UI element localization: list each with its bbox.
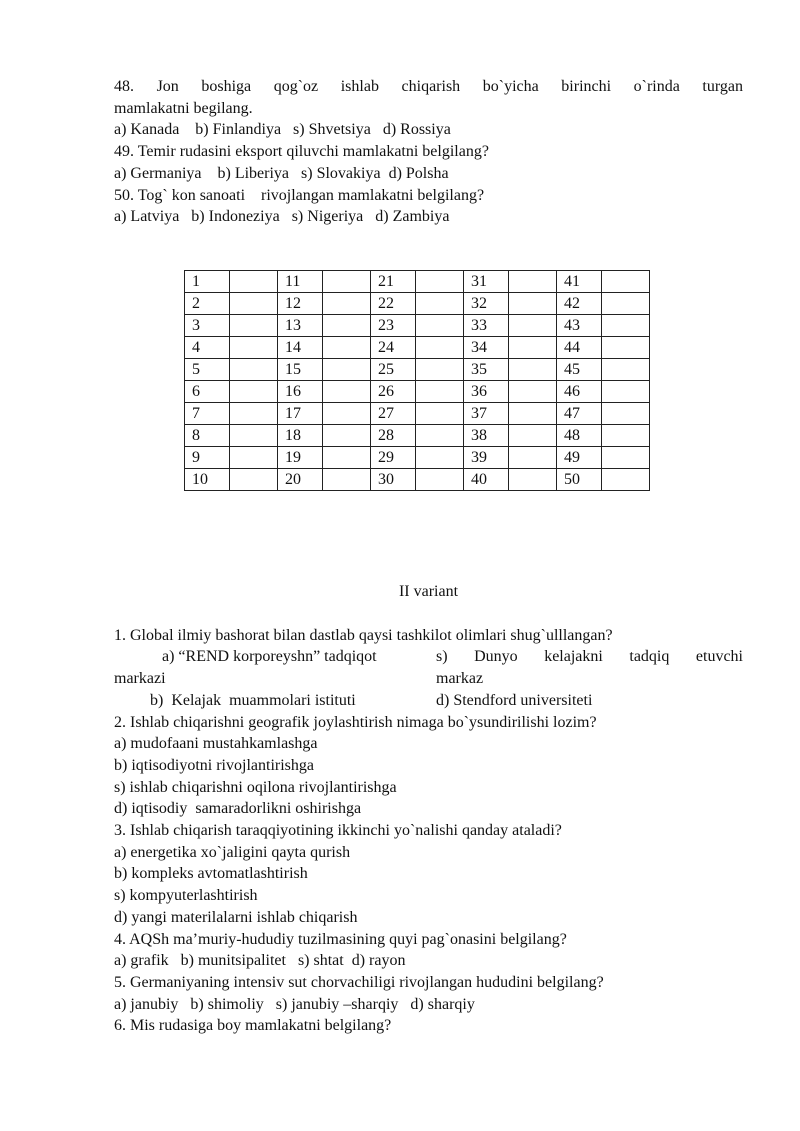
answer-number-cell: 9 [185,447,230,469]
answer-number-cell: 42 [557,293,602,315]
answer-blank-cell[interactable] [602,403,650,425]
answer-number-cell: 46 [557,381,602,403]
variant-title: II variant [398,583,459,600]
q1-option-b: b) Kelajak muammolari istituti [150,691,356,709]
answer-blank-cell[interactable] [230,381,278,403]
page-content [114,76,743,228]
q1-option-s-line1: s) Dunyo kelajakni tadqiq etuvchi [436,648,743,666]
answer-blank-cell[interactable] [416,337,464,359]
answer-number-cell: 11 [278,271,323,293]
q1-option-a-line1: a) “REND korporeyshn” tadqiqot [162,648,377,666]
answer-blank-cell[interactable] [230,447,278,469]
answer-blank-cell[interactable] [230,293,278,315]
answer-blank-cell[interactable] [602,469,650,491]
answer-number-cell: 19 [278,447,323,469]
answer-number-cell: 15 [278,359,323,381]
answer-number-cell: 7 [185,403,230,425]
question-1: 1. Global ilmiy bashorat bilan dastlab qaysi tashkilot olimlari shug`ulllangan? [114,626,613,644]
answer-number-cell: 37 [464,403,509,425]
answer-number-cell: 48 [557,425,602,447]
question-50: 50. Tog` kon sanoati rivojlangan mamlakatni belgilang? [114,186,485,204]
answer-number-cell: 17 [278,403,323,425]
answer-blank-cell[interactable] [509,359,557,381]
answer-number-cell: 33 [464,315,509,337]
answer-number-cell: 21 [371,271,416,293]
answer-number-cell: 16 [278,381,323,403]
answer-number-cell: 39 [464,447,509,469]
q1-option-d: d) Stendford universiteti [436,691,593,709]
answer-number-cell: 27 [371,403,416,425]
answer-blank-cell[interactable] [323,403,371,425]
answer-blank-cell[interactable] [323,469,371,491]
q1-option-s-line2: markaz [436,670,484,688]
variant-2-content [114,581,743,1037]
answer-number-cell: 1 [185,271,230,293]
answer-number-cell: 18 [278,425,323,447]
answer-number-cell: 40 [464,469,509,491]
answer-blank-cell[interactable] [509,315,557,337]
answer-number-cell: 6 [185,381,230,403]
answer-blank-cell[interactable] [509,381,557,403]
answer-number-cell: 44 [557,337,602,359]
answer-blank-cell[interactable] [602,447,650,469]
answer-blank-cell[interactable] [509,469,557,491]
q3-option-s: s) kompyuterlashtirish [114,887,258,905]
answer-number-cell: 23 [371,315,416,337]
answer-row [185,271,650,293]
answer-number-cell: 30 [371,469,416,491]
answer-blank-cell[interactable] [323,359,371,381]
question-3: 3. Ishlab chiqarish taraqqiyotining ikkinchi yo`nalishi qanday ataladi? [114,822,562,840]
answer-grid [184,270,650,491]
answer-number-cell: 22 [371,293,416,315]
q3-option-b: b) kompleks avtomatlashtirish [114,865,308,883]
answer-number-cell: 28 [371,425,416,447]
answer-number-cell: 8 [185,425,230,447]
answer-number-cell: 38 [464,425,509,447]
answer-blank-cell[interactable] [602,359,650,381]
answer-blank-cell[interactable] [323,425,371,447]
answer-number-cell: 4 [185,337,230,359]
answer-row [185,425,650,447]
answer-blank-cell[interactable] [416,381,464,403]
question-4: 4. AQSh ma’muriy-hududiy tuzilmasining quyi pag`onasini belgilang? [114,930,567,948]
answer-row [185,403,650,425]
answer-number-cell: 20 [278,469,323,491]
question-49: 49. Temir rudasini eksport qiluvchi mamlakatni belgilang? [114,143,489,161]
answer-row [185,381,650,403]
answer-number-cell: 29 [371,447,416,469]
question-6: 6. Mis rudasiga boy mamlakatni belgilang? [114,1017,392,1035]
answer-blank-cell[interactable] [416,425,464,447]
answer-blank-cell[interactable] [323,271,371,293]
question-5: 5. Germaniyaning intensiv sut chorvachiligi rivojlangan hududini belgilang? [114,973,604,991]
answer-number-cell: 41 [557,271,602,293]
answer-number-cell: 5 [185,359,230,381]
answer-number-cell: 26 [371,381,416,403]
answer-blank-cell[interactable] [416,469,464,491]
answer-number-cell: 10 [185,469,230,491]
answer-row [185,469,650,491]
answer-blank-cell[interactable] [416,315,464,337]
answer-blank-cell[interactable] [230,403,278,425]
answer-number-cell: 47 [557,403,602,425]
answer-row [185,359,650,381]
question-48-line2: mamlakatni begilang. [114,99,253,117]
answer-blank-cell[interactable] [509,447,557,469]
answer-blank-cell[interactable] [323,381,371,403]
answer-blank-cell[interactable] [230,337,278,359]
answer-blank-cell[interactable] [602,293,650,315]
answer-blank-cell[interactable] [509,425,557,447]
question-48-line1: 48. Jon boshiga qog`oz ishlab chiqarish bo`yicha birinchi o`rinda turgan [114,78,743,95]
answer-blank-cell[interactable] [509,293,557,315]
answer-blank-cell[interactable] [416,403,464,425]
question-2: 2. Ishlab chiqarishni geografik joylashtirish nimaga bo`ysundirilishi lozim? [114,713,597,731]
answer-number-cell: 25 [371,359,416,381]
question-49-options: a) Germaniya b) Liberiya s) Slovakiya d) Polsha [114,164,449,182]
answer-blank-cell[interactable] [230,469,278,491]
answer-blank-cell[interactable] [416,293,464,315]
answer-blank-cell[interactable] [602,271,650,293]
question-50-options: a) Latviya b) Indoneziya s) Nigeriya d) Zambiya [114,208,450,226]
answer-blank-cell[interactable] [416,271,464,293]
answer-number-cell: 31 [464,271,509,293]
answer-blank-cell[interactable] [509,271,557,293]
answer-number-cell: 34 [464,337,509,359]
answer-row [185,447,650,469]
question-48-options: a) Kanada b) Finlandiya s) Shvetsiya d) Rossiya [114,121,451,139]
q3-option-a: a) energetika xo`jaligini qayta qurish [114,843,351,861]
answer-blank-cell[interactable] [323,315,371,337]
q2-option-b: b) iqtisodiyotni rivojlantirishga [114,756,314,774]
answer-blank-cell[interactable] [323,337,371,359]
q1-option-a-line2: markazi [114,670,166,688]
answer-blank-cell[interactable] [323,293,371,315]
answer-number-cell: 3 [185,315,230,337]
answer-blank-cell[interactable] [509,337,557,359]
q2-option-d: d) iqtisodiy samaradorlikni oshirishga [114,800,362,818]
answer-blank-cell[interactable] [509,403,557,425]
answer-row [185,293,650,315]
answer-blank-cell[interactable] [416,447,464,469]
question-4-options: a) grafik b) munitsipalitet s) shtat d) rayon [114,952,406,970]
question-5-options: a) janubiy b) shimoliy s) janubiy –sharqiy d) sharqiy [114,995,475,1013]
answer-number-cell: 50 [557,469,602,491]
answer-blank-cell[interactable] [323,447,371,469]
answer-blank-cell[interactable] [230,271,278,293]
answer-number-cell: 12 [278,293,323,315]
answer-blank-cell[interactable] [602,315,650,337]
q2-option-s: s) ishlab chiqarishni oqilona rivojlantirishga [114,778,397,796]
answer-number-cell: 43 [557,315,602,337]
answer-number-cell: 36 [464,381,509,403]
q2-option-a: a) mudofaani mustahkamlashga [114,735,318,753]
q3-option-d: d) yangi materilalarni ishlab chiqarish [114,908,358,926]
answer-blank-cell[interactable] [602,381,650,403]
answer-row [185,337,650,359]
answer-blank-cell[interactable] [602,337,650,359]
answer-blank-cell[interactable] [230,359,278,381]
answer-number-cell: 45 [557,359,602,381]
answer-blank-cell[interactable] [416,359,464,381]
answer-number-cell: 13 [278,315,323,337]
answer-blank-cell[interactable] [230,315,278,337]
answer-blank-cell[interactable] [602,425,650,447]
answer-row [185,315,650,337]
answer-number-cell: 14 [278,337,323,359]
answer-number-cell: 49 [557,447,602,469]
answer-number-cell: 2 [185,293,230,315]
answer-number-cell: 24 [371,337,416,359]
answer-blank-cell[interactable] [230,425,278,447]
answer-number-cell: 35 [464,359,509,381]
answer-number-cell: 32 [464,293,509,315]
